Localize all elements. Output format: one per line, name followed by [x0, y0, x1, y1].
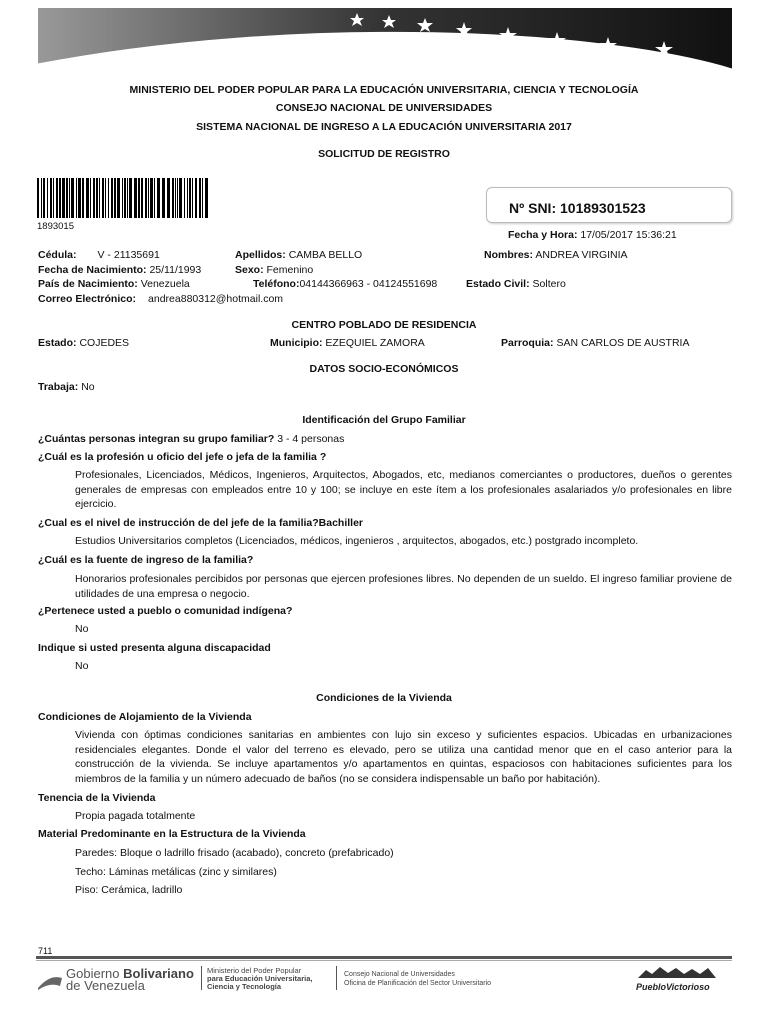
material-piso: Piso: Cerámica, ladrillo — [75, 884, 183, 896]
q-indigena: ¿Pertenece usted a pueblo o comunidad indígena? — [38, 605, 293, 617]
a-alojamiento: Vivienda con óptimas condiciones sanitarias en ambientes con lujo sin exceso y suficientes espacios. Ubicadas en urbanizaciones residenciales elegantes. Donde el valor del terreno es elevado, pero se utiliza una cantidad menor que en el caso anterior para la construcción de la vivienda. Se incluye apartamentos y/o apartamentos en quintas, espaciosos con habitaciones suficientes para los miembros de la familia y un número adecuado de baños (no se considera indispensable un baño por habitación). — [75, 729, 732, 785]
a-indigena: No — [75, 623, 89, 635]
system-title: SISTEMA NACIONAL DE INGRESO A LA EDUCACIÓN UNIVERSITARIA 2017 — [196, 121, 572, 133]
q-tenencia: Tenencia de la Vivienda — [38, 792, 156, 804]
a-discapacidad: No — [75, 660, 89, 672]
material-techo: Techo: Láminas metálicas (zinc y similares) — [75, 866, 277, 878]
telefono: Teléfono:04144366963 - 04124551698 — [253, 278, 438, 290]
q-instruccion: ¿Cual es el nivel de instrucción de del jefe de la familia?Bachiller — [38, 517, 364, 529]
ministry-title: MINISTERIO DEL PODER POPULAR PARA LA EDUCACIÓN UNIVERSITARIA, CIENCIA Y TECNOLOGÍA — [129, 84, 639, 96]
q-personas: ¿Cuántas personas integran su grupo familiar? 3 - 4 personas — [38, 433, 345, 445]
pueblo-victorioso-icon — [636, 964, 718, 980]
page-number: 711 — [38, 946, 53, 956]
cedula: Cédula: V - 21135691 — [38, 249, 160, 261]
footer-divider-thin — [36, 960, 732, 961]
estado: Estado: COJEDES — [38, 337, 130, 349]
sni-box — [486, 187, 732, 223]
fecha-nacimiento: Fecha de Nacimiento: 25/11/1993 — [38, 264, 202, 276]
a-ingreso: Honorarios profesionales percibidos por personas que ejercen profesiones libres. No dependen de un sueldo. El ingreso familiar proviene de utilidades de una empresa o negocio. — [75, 573, 732, 600]
q-ingreso: ¿Cuál es la fuente de ingreso de la familia? — [38, 554, 254, 566]
header-banner — [0, 0, 768, 70]
q-alojamiento: Condiciones de Alojamiento de la Vivienda — [38, 711, 252, 723]
municipio: Municipio: EZEQUIEL ZAMORA — [270, 337, 425, 349]
gobierno-logo: Gobierno Bolivariano de Venezuela — [66, 966, 194, 993]
barcode — [37, 178, 209, 218]
correo: Correo Electrónico: andrea880312@hotmail.com — [38, 293, 284, 305]
ministerio-logo: Ministerio del Poder Popular para Educación Universitaria, Ciencia y Tecnología — [207, 966, 313, 991]
gobierno-logo-icon — [36, 972, 64, 992]
pueblo-victorioso-logo: PuebloVictorioso — [636, 982, 710, 992]
footer-separator-2 — [336, 966, 337, 990]
a-tenencia: Propia pagada totalmente — [75, 810, 196, 822]
sni-number: Nº SNI: 10189301523 — [509, 200, 646, 216]
parroquia: Parroquia: SAN CARLOS DE AUSTRIA — [501, 337, 690, 349]
trabaja: Trabaja: No — [38, 381, 95, 393]
residencia-title: CENTRO POBLADO DE RESIDENCIA — [291, 319, 477, 331]
q-profesion: ¿Cuál es la profesión u oficio del jefe o jefa de la familia ? — [38, 451, 327, 463]
barcode-number: 1893015 — [37, 221, 74, 232]
vivienda-title: Condiciones de la Vivienda — [316, 692, 452, 704]
q-discapacidad: Indique si usted presenta alguna discapacidad — [38, 642, 271, 654]
fecha-hora: Fecha y Hora: 17/05/2017 15:36:21 — [508, 229, 677, 241]
cnu-logo: Consejo Nacional de Universidades Oficina de Planificación del Sector Universitario — [344, 971, 492, 987]
apellidos: Apellidos: CAMBA BELLO — [235, 249, 363, 261]
pais-nacimiento: País de Nacimiento: Venezuela — [38, 278, 190, 290]
form-title: SOLICITUD DE REGISTRO — [318, 148, 450, 160]
estado-civil: Estado Civil: Soltero — [466, 278, 566, 290]
material-paredes: Paredes: Bloque o ladrillo frisado (acabado), concreto (prefabricado) — [75, 847, 394, 859]
familia-title: Identificación del Grupo Familiar — [302, 414, 466, 426]
q-material: Material Predominante en la Estructura de la Vivienda — [38, 828, 306, 840]
footer-separator — [201, 966, 202, 990]
a-profesion: Profesionales, Licenciados, Médicos, Ingenieros, Arquitectos, Abogados, etc, medianos comerciantes o productores, dueños o gerentes generales de empresas con empleados entre 10 y 100; se incluye en este ítem a los profesionales asalariados y/o profesionales en libre ejercicio. — [75, 469, 732, 510]
nombres: Nombres: ANDREA VIRGINIA — [484, 249, 628, 261]
a-instruccion: Estudios Universitarios completos (Licenciados, médicos, ingenieros , arquitectos, abogados, etc.) postgrado incompleto. — [75, 535, 639, 547]
socio-title: DATOS SOCIO-ECONÓMICOS — [309, 363, 459, 375]
sexo: Sexo: Femenino — [235, 264, 314, 276]
footer-divider — [36, 956, 732, 959]
council-title: CONSEJO NACIONAL DE UNIVERSIDADES — [275, 102, 493, 114]
